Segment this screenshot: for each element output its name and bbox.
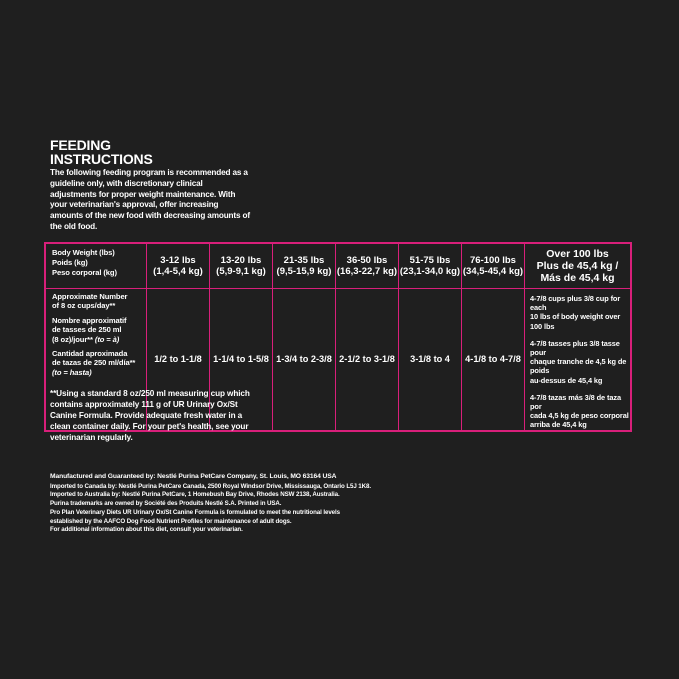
over-100-header xyxy=(525,243,632,289)
weight-kg: (34,5-45,4 kg) xyxy=(462,266,524,277)
trademark-line: Purina trademarks are owned by Société des Produits Nestlé S.A. Printed in USA. xyxy=(50,500,282,508)
weight-kg: (5,9-9,1 kg) xyxy=(216,266,266,277)
over-100-es-2: cada 4,5 kg de peso corporal xyxy=(530,411,629,421)
weight-kg: (23,1-34,0 kg) xyxy=(399,266,461,277)
over-100-fr: Plus de 45,4 kg / xyxy=(536,260,619,272)
weight-lbs: 21-35 lbs xyxy=(283,255,325,266)
heading-line-1: FEEDING xyxy=(50,137,111,153)
weight-lbs: 51-75 lbs xyxy=(409,255,451,266)
label-es-3: (to = hasta) xyxy=(52,367,92,377)
label-fr-3 xyxy=(52,335,146,344)
weight-column-header xyxy=(210,243,273,289)
cups-value: 3-1/8 to 4 xyxy=(399,289,462,431)
heading-line-2: INSTRUCTIONS xyxy=(50,151,153,167)
feeding-instructions-heading xyxy=(50,138,153,166)
header-label-en: Body Weight (lbs) xyxy=(52,248,115,257)
canada-import-line: Imported to Canada by: Nestlé Purina PetCare Canada, 2500 Royal Windsor Drive, Mississauga, Ontario L5J 1K8. xyxy=(50,482,371,490)
over-100-fr-3: au-dessus de 45,4 kg xyxy=(530,375,603,385)
label-en-2: of 8 oz cups/day** xyxy=(52,301,116,311)
cups-value: 1-3/4 to 2-3/8 xyxy=(273,289,336,431)
over-100-fr-2: chaque tranche de 4,5 kg de poids xyxy=(530,357,627,376)
weight-kg: (9,5-15,9 kg) xyxy=(276,266,332,277)
over-100-es: Más de 45,4 kg xyxy=(540,272,615,284)
weight-lbs: 3-12 lbs xyxy=(160,255,196,266)
cups-value: 1/2 to 1-1/8 xyxy=(147,289,210,431)
weight-lbs: 36-50 lbs xyxy=(346,255,388,266)
over-100-es-1: 4-7/8 tazas más 3/8 de taza por xyxy=(530,392,621,412)
label-fr-1: Nombre approximatif xyxy=(52,315,127,325)
aafco-line-1: Pro Plan Veterinary Diets UR Urinary Ox/St Canine Formula is formulated to meet the nutritional levels xyxy=(50,508,340,516)
aafco-line-2: established by the AAFCO Dog Food Nutrient Profiles for maintenance of adult dogs. xyxy=(50,517,292,525)
weight-lbs: 13-20 lbs xyxy=(220,255,262,266)
cups-value: 4-1/8 to 4-7/8 xyxy=(462,289,525,431)
legal-text xyxy=(50,473,450,535)
over-100-cups xyxy=(525,289,632,431)
header-label-es: Peso corporal (kg) xyxy=(52,268,117,277)
label-es-2: de tazas de 250 ml/día** xyxy=(52,358,136,368)
cups-value: 1-1/4 to 1-5/8 xyxy=(210,289,273,431)
table-header-row xyxy=(45,243,631,289)
body-weight-header xyxy=(45,243,147,289)
australia-import-line: Imported to Australia by: Nestlé Purina PetCare, 1 Homebush Bay Drive, Rhodes NSW 2138, Australia. xyxy=(50,491,340,499)
weight-column-header xyxy=(336,243,399,289)
over-100-es-3: arriba de 45,4 kg xyxy=(530,420,587,430)
intro-paragraph: The following feeding program is recommended as a guideline only, with discretionary clinical adjustments for proper weight maintenance. With your veterinarian's approval, offer increasing amounts of the new food with decreasing amounts of the old food. xyxy=(50,168,250,231)
label-es-1: Cantidad aproximada xyxy=(52,349,128,359)
weight-column-header xyxy=(462,243,525,289)
over-100-fr-1: 4-7/8 tasses plus 3/8 tasse pour xyxy=(530,338,620,358)
over-100-en: Over 100 lbs xyxy=(546,248,609,260)
label-en-1: Approximate Number xyxy=(52,292,128,301)
weight-kg: (16,3-22,7 kg) xyxy=(336,266,398,277)
over-100-en-2: 10 lbs of body weight over 100 lbs xyxy=(530,312,621,331)
label-fr-3a: (8 oz)/jour** xyxy=(52,334,93,344)
consult-vet-line: For additional information about this diet, consult your veterinarian. xyxy=(50,526,243,534)
weight-column-header xyxy=(399,243,462,289)
header-label-fr: Poids (kg) xyxy=(52,258,88,267)
weight-lbs: 76-100 lbs xyxy=(470,255,516,266)
label-fr-3b: (to = à) xyxy=(92,334,120,344)
manufacturer-line: Manufactured and Guaranteed by: Nestlé Purina PetCare Company, St. Louis, MO 63164 USA xyxy=(50,473,337,480)
weight-column-header xyxy=(273,243,336,289)
measuring-cup-note: **Using a standard 8 oz/250 ml measuring cup which contains approximately 111 g of UR Urinary Ox/St Canine Formula. Provide adequate fresh water in a clean container daily. For your pet's health, see your veterinarian regularly. xyxy=(50,389,250,442)
cups-value: 2-1/2 to 3-1/8 xyxy=(336,289,399,431)
weight-column-header xyxy=(147,243,210,289)
label-fr-2: de tasses de 250 ml xyxy=(52,325,122,335)
over-100-en-1: 4-7/8 cups plus 3/8 cup for each xyxy=(530,294,621,313)
weight-kg: (1,4-5,4 kg) xyxy=(153,266,203,277)
